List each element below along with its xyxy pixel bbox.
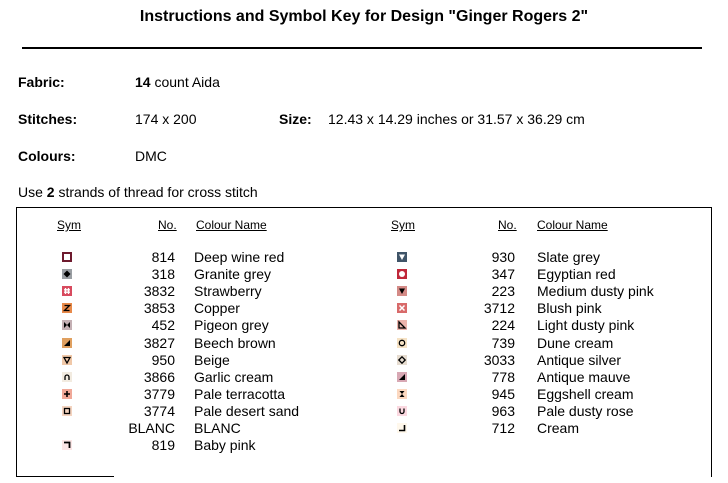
triangle-corner-icon xyxy=(397,372,407,382)
colour-name: Pale terracotta xyxy=(194,385,286,402)
colour-number: 223 xyxy=(491,283,515,300)
colour-number: BLANC xyxy=(128,420,175,436)
colour-name: Garlic cream xyxy=(194,368,274,385)
symbol-key-box-bottom xyxy=(16,476,114,477)
colour-number: 778 xyxy=(491,368,515,385)
triangle-left-icon xyxy=(397,320,407,330)
key-row-right-778 xyxy=(0,369,728,386)
corner-icon xyxy=(62,440,72,450)
title-rule xyxy=(22,47,702,49)
colour-number: 3827 xyxy=(143,334,175,351)
key-row-right-963 xyxy=(0,403,728,420)
colour-number: 318 xyxy=(151,266,175,283)
colour-number: 712 xyxy=(491,420,515,436)
colour-name: Copper xyxy=(194,300,240,317)
colour-name: Dune cream xyxy=(537,334,614,351)
colour-name: Granite grey xyxy=(194,266,272,283)
header-sym-right: Sym xyxy=(391,218,415,232)
key-row-right-930 xyxy=(0,249,728,266)
corner-r-icon xyxy=(397,423,407,433)
hourglass-icon xyxy=(397,389,407,399)
colour-name: Eggshell cream xyxy=(537,385,634,402)
colour-number: 945 xyxy=(491,385,515,402)
size-value: 12.43 x 14.29 inches or 31.57 x 36.29 cm xyxy=(328,111,585,127)
fabric-value xyxy=(135,74,220,90)
colour-name: Light dusty pink xyxy=(537,317,635,334)
colour-number: 3853 xyxy=(143,300,175,317)
colour-name: Cream xyxy=(537,420,580,436)
stitches-value: 174 x 200 xyxy=(135,111,197,127)
key-row-right-347 xyxy=(0,266,728,283)
fabric-type: count Aida xyxy=(150,74,220,90)
colour-number: 739 xyxy=(491,334,515,351)
key-row-right-224 xyxy=(0,317,728,334)
colour-name: Deep wine red xyxy=(194,249,285,265)
colour-name: Pale desert sand xyxy=(194,402,300,419)
colours-label: Colours: xyxy=(18,148,76,164)
colour-number: 814 xyxy=(151,249,175,265)
key-row-left-819 xyxy=(0,437,728,454)
colour-name: Blush pink xyxy=(537,300,602,317)
fabric-label: Fabric: xyxy=(18,74,65,90)
colour-number: 3774 xyxy=(143,402,175,419)
header-name-right: Colour Name xyxy=(537,218,608,232)
diamond-outline-icon xyxy=(397,355,407,365)
key-row-right-3033 xyxy=(0,352,728,369)
x-icon xyxy=(397,303,407,313)
colour-name: Pigeon grey xyxy=(194,317,269,334)
triangle-down-icon xyxy=(397,286,407,296)
colour-name: Medium dusty pink xyxy=(537,283,654,300)
circle-icon xyxy=(397,269,407,279)
colour-number: 819 xyxy=(151,437,175,454)
colour-number: 3033 xyxy=(483,351,515,368)
u-icon xyxy=(397,406,407,416)
strands-count: 2 xyxy=(46,184,55,200)
triangle-down-icon xyxy=(397,252,407,262)
header-name-left: Colour Name xyxy=(196,218,267,232)
colour-name: Egyptian red xyxy=(537,266,616,283)
fabric-count: 14 xyxy=(135,74,151,90)
strands-pre: Use xyxy=(18,184,47,200)
size-label: Size: xyxy=(279,111,312,127)
colour-name: Baby pink xyxy=(194,437,256,454)
stitches-label: Stitches: xyxy=(18,111,78,127)
colour-name: Beige xyxy=(194,351,230,368)
header-no-left: No. xyxy=(158,218,177,232)
key-row-right-945 xyxy=(0,386,728,403)
colours-value: DMC xyxy=(135,148,167,164)
colour-number: 3832 xyxy=(143,283,175,300)
circle-outline-icon xyxy=(397,338,407,348)
header-sym-left: Sym xyxy=(57,218,81,232)
colour-number: 3779 xyxy=(143,385,175,402)
header-no-right: No. xyxy=(498,218,517,232)
colour-number: 963 xyxy=(491,402,515,419)
colour-name: Strawberry xyxy=(194,283,262,300)
colour-name: Slate grey xyxy=(537,249,601,265)
key-row-right-3712 xyxy=(0,300,728,317)
page-title: Instructions and Symbol Key for Design "Ginger Rogers 2" xyxy=(139,8,589,25)
key-row-right-739 xyxy=(0,335,728,352)
colour-number: 950 xyxy=(151,351,175,368)
colour-number: 930 xyxy=(491,249,515,265)
colour-name: Pale dusty rose xyxy=(537,402,634,419)
colour-name: Antique mauve xyxy=(537,368,631,385)
key-row-right-223 xyxy=(0,283,728,300)
colour-number: 347 xyxy=(491,266,515,283)
strands-post: strands of thread for cross stitch xyxy=(54,184,258,200)
colour-name: BLANC xyxy=(194,420,241,436)
colour-number: 3712 xyxy=(483,300,515,317)
colour-number: 224 xyxy=(491,317,515,334)
colour-name: Antique silver xyxy=(537,351,622,368)
colour-number: 452 xyxy=(151,317,175,334)
colour-number: 3866 xyxy=(143,368,175,385)
colour-name: Beech brown xyxy=(194,334,276,351)
key-row-right-712 xyxy=(0,420,728,437)
strands-instruction xyxy=(18,184,258,200)
